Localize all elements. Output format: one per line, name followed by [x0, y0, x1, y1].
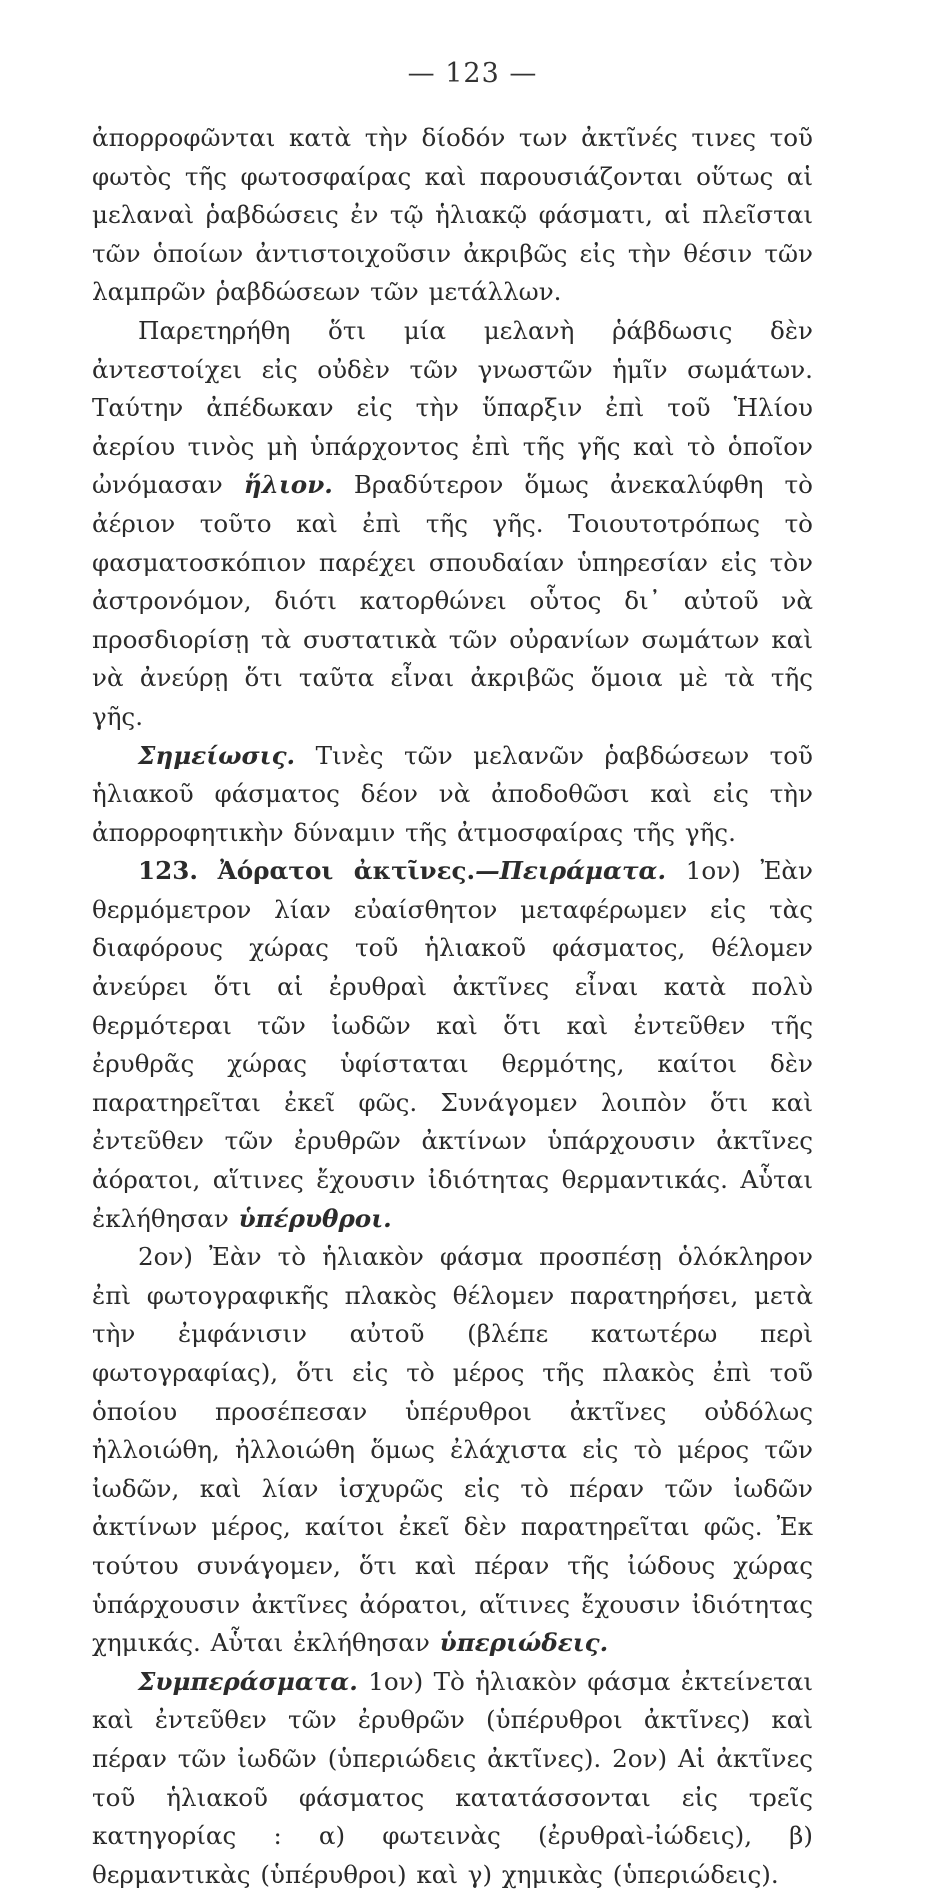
section-subtitle: —Πειράματα. [475, 856, 667, 886]
section-123 [92, 852, 813, 1238]
term-ultraviolet: ὑπεριώδεις. [439, 1628, 609, 1658]
paragraph-text: Βραδύτερον ὅμως ἀνεκαλύφθη τὸ ἀέριον τοῦτο καὶ ἐπὶ τῆς γῆς. Τοιουτοτρόπως τὸ φασματοσκόπιον παρέχει σπουδαίαν ὑπηρεσίαν εἰς τὸν ἀστρονόμον, διότι κατορθώνει οὗτος δι᾿ αὐτοῦ νὰ προσδιορίσῃ τὰ συστατικὰ τῶν οὐρανίων σωμάτων καὶ νὰ ἀνεύρῃ ὅτι ταῦτα εἶναι ἀκριβῶς ὅμοια μὲ τὰ τῆς γῆς. [92, 470, 813, 731]
paragraph-text: 2ον) Ἐὰν τὸ ἡλιακὸν φάσμα προσπέσῃ ὁλόκληρον ἐπὶ φωτογραφικῆς πλακὸς θέλομεν παρατηρήσει, μετὰ τὴν ἐμφάνισιν αὐτοῦ (βλέπε κατωτέρω περὶ φωτογραφίας), ὅτι εἰς τὸ μέρος τῆς πλακὸς ἐπὶ τοῦ ὁποίου προσέπεσαν ὑπέρυθροι ἀκτῖνες οὐδόλως ἠλλοιώθη, ἠλλοιώθη ὅμως ἐλάχιστα εἰς τὸ μέρος τῶν ἰωδῶν, καὶ λίαν ἰσχυρῶς εἰς τὸ πέραν τῶν ἰωδῶν ἀκτίνων μέρος, καίτοι ἐκεῖ δὲν παρατηρεῖται φῶς. Ἐκ τούτου συνάγομεν, ὅτι καὶ πέραν τῆς ἰώδους χώρας ὑπάρχουσιν ἀκτῖνες ἀόρατοι, αἵτινες ἔχουσιν ἰδιότητας χημικάς. Αὗται ἐκλήθησαν [92, 1242, 813, 1658]
paragraph-text: ἀπορροφῶνται κατὰ τὴν δίοδόν των ἀκτῖνές τινες τοῦ φωτὸς τῆς φωτοσφαίρας καὶ παρουσιάζονται οὕτως αἱ μελαναὶ ῥαβδώσεις ἐν τῷ ἡλιακῷ φάσματι, αἱ πλεῖσται τῶν ὁποίων ἀντιστοιχοῦσιν ἀκριβῶς εἰς τὴν θέσιν τῶν λαμπρῶν ῥαβδώσεων τῶν μετάλλων. [92, 123, 813, 307]
section-number: 123. [138, 856, 198, 886]
paragraph-helium [92, 312, 813, 737]
paragraph-text: 1ον) Τὸ ἡλιακὸν φάσμα ἐκτείνεται καὶ ἐντεῦθεν τῶν ἐρυθρῶν (ὑπέρυθροι ἀκτῖνες) καὶ πέραν τῶν ἰωδῶν (ὑπεριώδεις ἀκτῖνες). 2ον) Αἱ ἀκτῖνες τοῦ ἡλιακοῦ φάσματος κατατάσσονται εἰς τρεῖς κατηγορίας : α) φωτεινὰς (ἐρυθραὶ-ἰώδεις), β) θερμαντικὰς (ὑπέρυθροι) καὶ γ) χημικὰς (ὑπεριώδεις). [92, 1666, 814, 1889]
paragraph-text: Παρετηρήθη ὅτι μία μελανὴ ῥάβδωσις δὲν ἀντεστοίχει εἰς οὐδὲν τῶν γνωστῶν ἡμῖν σωμάτων. Ταύτην ἀπέδωκαν εἰς τὴν ὕπαρξιν ἐπὶ τοῦ Ἡλίου ἀερίου τινὸς μὴ ὑπάρχοντος ἐπὶ τῆς γῆς καὶ τὸ ὁποῖον ὠνόμασαν [92, 315, 813, 500]
term-infrared: ὑπέρυθροι. [238, 1203, 392, 1233]
paragraph-absorption [92, 119, 813, 312]
paragraph-note [92, 737, 813, 853]
conclusions-label: Συμπεράσματα. [138, 1666, 358, 1696]
paragraph-text: Τινὲς τῶν μελανῶν ῥαβδώσεων τοῦ ἡλιακοῦ φάσματος δέον νὰ ἀποδοθῶσι καὶ εἰς τὴν ἀπορροφητικὴν δύναμιν τῆς ἀτμοσφαίρας τῆς γῆς. [92, 740, 813, 847]
section-title: Ἀόρατοι ἀκτῖνες. [217, 856, 476, 886]
paragraph-ultraviolet [92, 1238, 813, 1663]
note-label: Σημείωσις. [138, 740, 296, 770]
page-number: — 123 — [407, 58, 538, 89]
term-helium: ἥλιον. [243, 470, 333, 500]
paragraph-text: 1ον) Ἐὰν θερμόμετρον λίαν εὐαίσθητον μεταφέρωμεν εἰς τὰς διαφόρους χώρας τοῦ ἡλιακοῦ φάσματος, θέλομεν ἀνεύρει ὅτι αἱ ἐρυθραὶ ἀκτῖνες εἶναι κατὰ πολὺ θερμότεραι τῶν ἰωδῶν καὶ ὅτι καὶ ἐντεῦθεν τῆς ἐρυθρᾶς χώρας ὑφίσταται θερμότης, καίτοι δὲν παρατηρεῖται ἐκεῖ φῶς. Συνάγομεν λοιπὸν ὅτι καὶ ἐντεῦθεν τῶν ἐρυθρῶν ἀκτίνων ὑπάρχουσιν ἀκτῖνες ἀόρατοι, αἵτινες ἔχουσιν ἰδιότητας θερμαντικάς. Αὗται ἐκλήθησαν [92, 856, 813, 1233]
paragraph-conclusions [92, 1663, 813, 1894]
